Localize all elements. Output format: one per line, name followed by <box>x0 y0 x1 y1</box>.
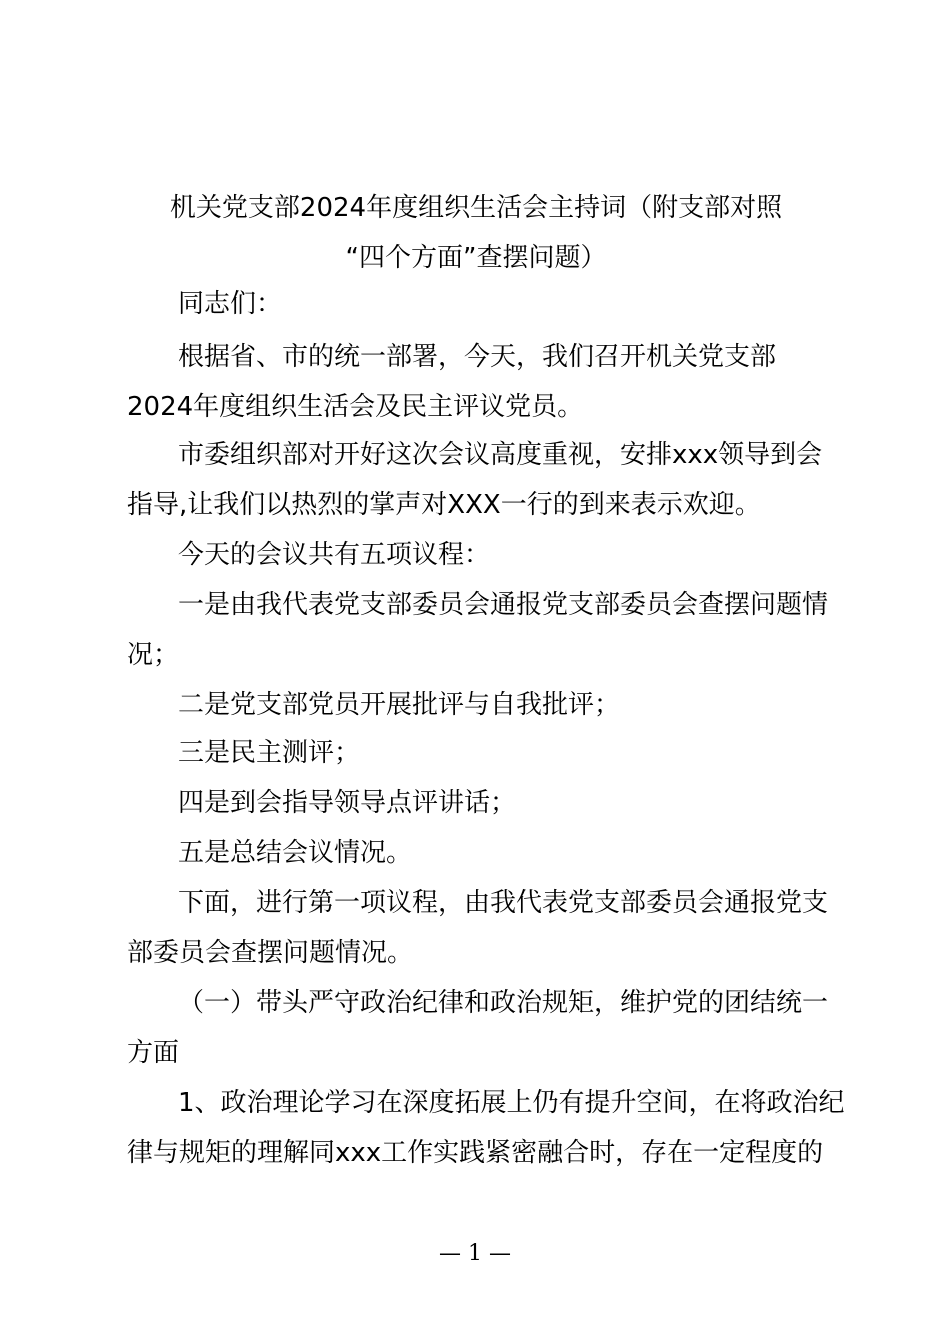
body-line: 1、政治理论学习在深度拓展上仍有提升空间，在将政治纪 <box>178 1088 845 1118</box>
agenda-item-5: 五是总结会议情况。 <box>178 838 413 868</box>
body-line: 指导,让我们以热烈的掌声对XXX一行的到来表示欢迎。 <box>127 490 761 520</box>
page-number: — 1 — <box>439 1241 511 1266</box>
document-title-line-1: 机关党支部2024年度组织生活会主持词（附支部对照 <box>169 193 783 223</box>
section-heading: （一）带头严守政治纪律和政治规矩，维护党的团结统一 <box>178 988 829 1018</box>
section-heading-continued: 方面 <box>127 1038 180 1068</box>
document-title-line-2: “四个方面”查摆问题） <box>345 243 607 273</box>
agenda-item-1-continued: 况； <box>127 640 180 670</box>
agenda-item-3: 三是民主测评； <box>178 738 361 768</box>
body-line: 下面，进行第一项议程，由我代表党支部委员会通报党支 <box>178 888 829 918</box>
body-line: 部委员会查摆问题情况。 <box>127 938 414 968</box>
body-line: 律与规矩的理解同xxx工作实践紧密融合时，存在一定程度的 <box>127 1138 824 1168</box>
body-line: 市委组织部对开好这次会议高度重视，安排xxx领导到会 <box>178 440 823 470</box>
body-line: 今天的会议共有五项议程： <box>178 540 491 570</box>
body-line: 2024年度组织生活会及民主评议党员。 <box>127 392 584 422</box>
agenda-item-1: 一是由我代表党支部委员会通报党支部委员会查摆问题情 <box>178 590 829 620</box>
salutation: 同志们： <box>178 289 283 319</box>
agenda-item-4: 四是到会指导领导点评讲话； <box>178 788 517 818</box>
agenda-item-2: 二是党支部党员开展批评与自我批评； <box>178 690 621 720</box>
body-line: 根据省、市的统一部署，今天，我们召开机关党支部 <box>178 342 777 372</box>
